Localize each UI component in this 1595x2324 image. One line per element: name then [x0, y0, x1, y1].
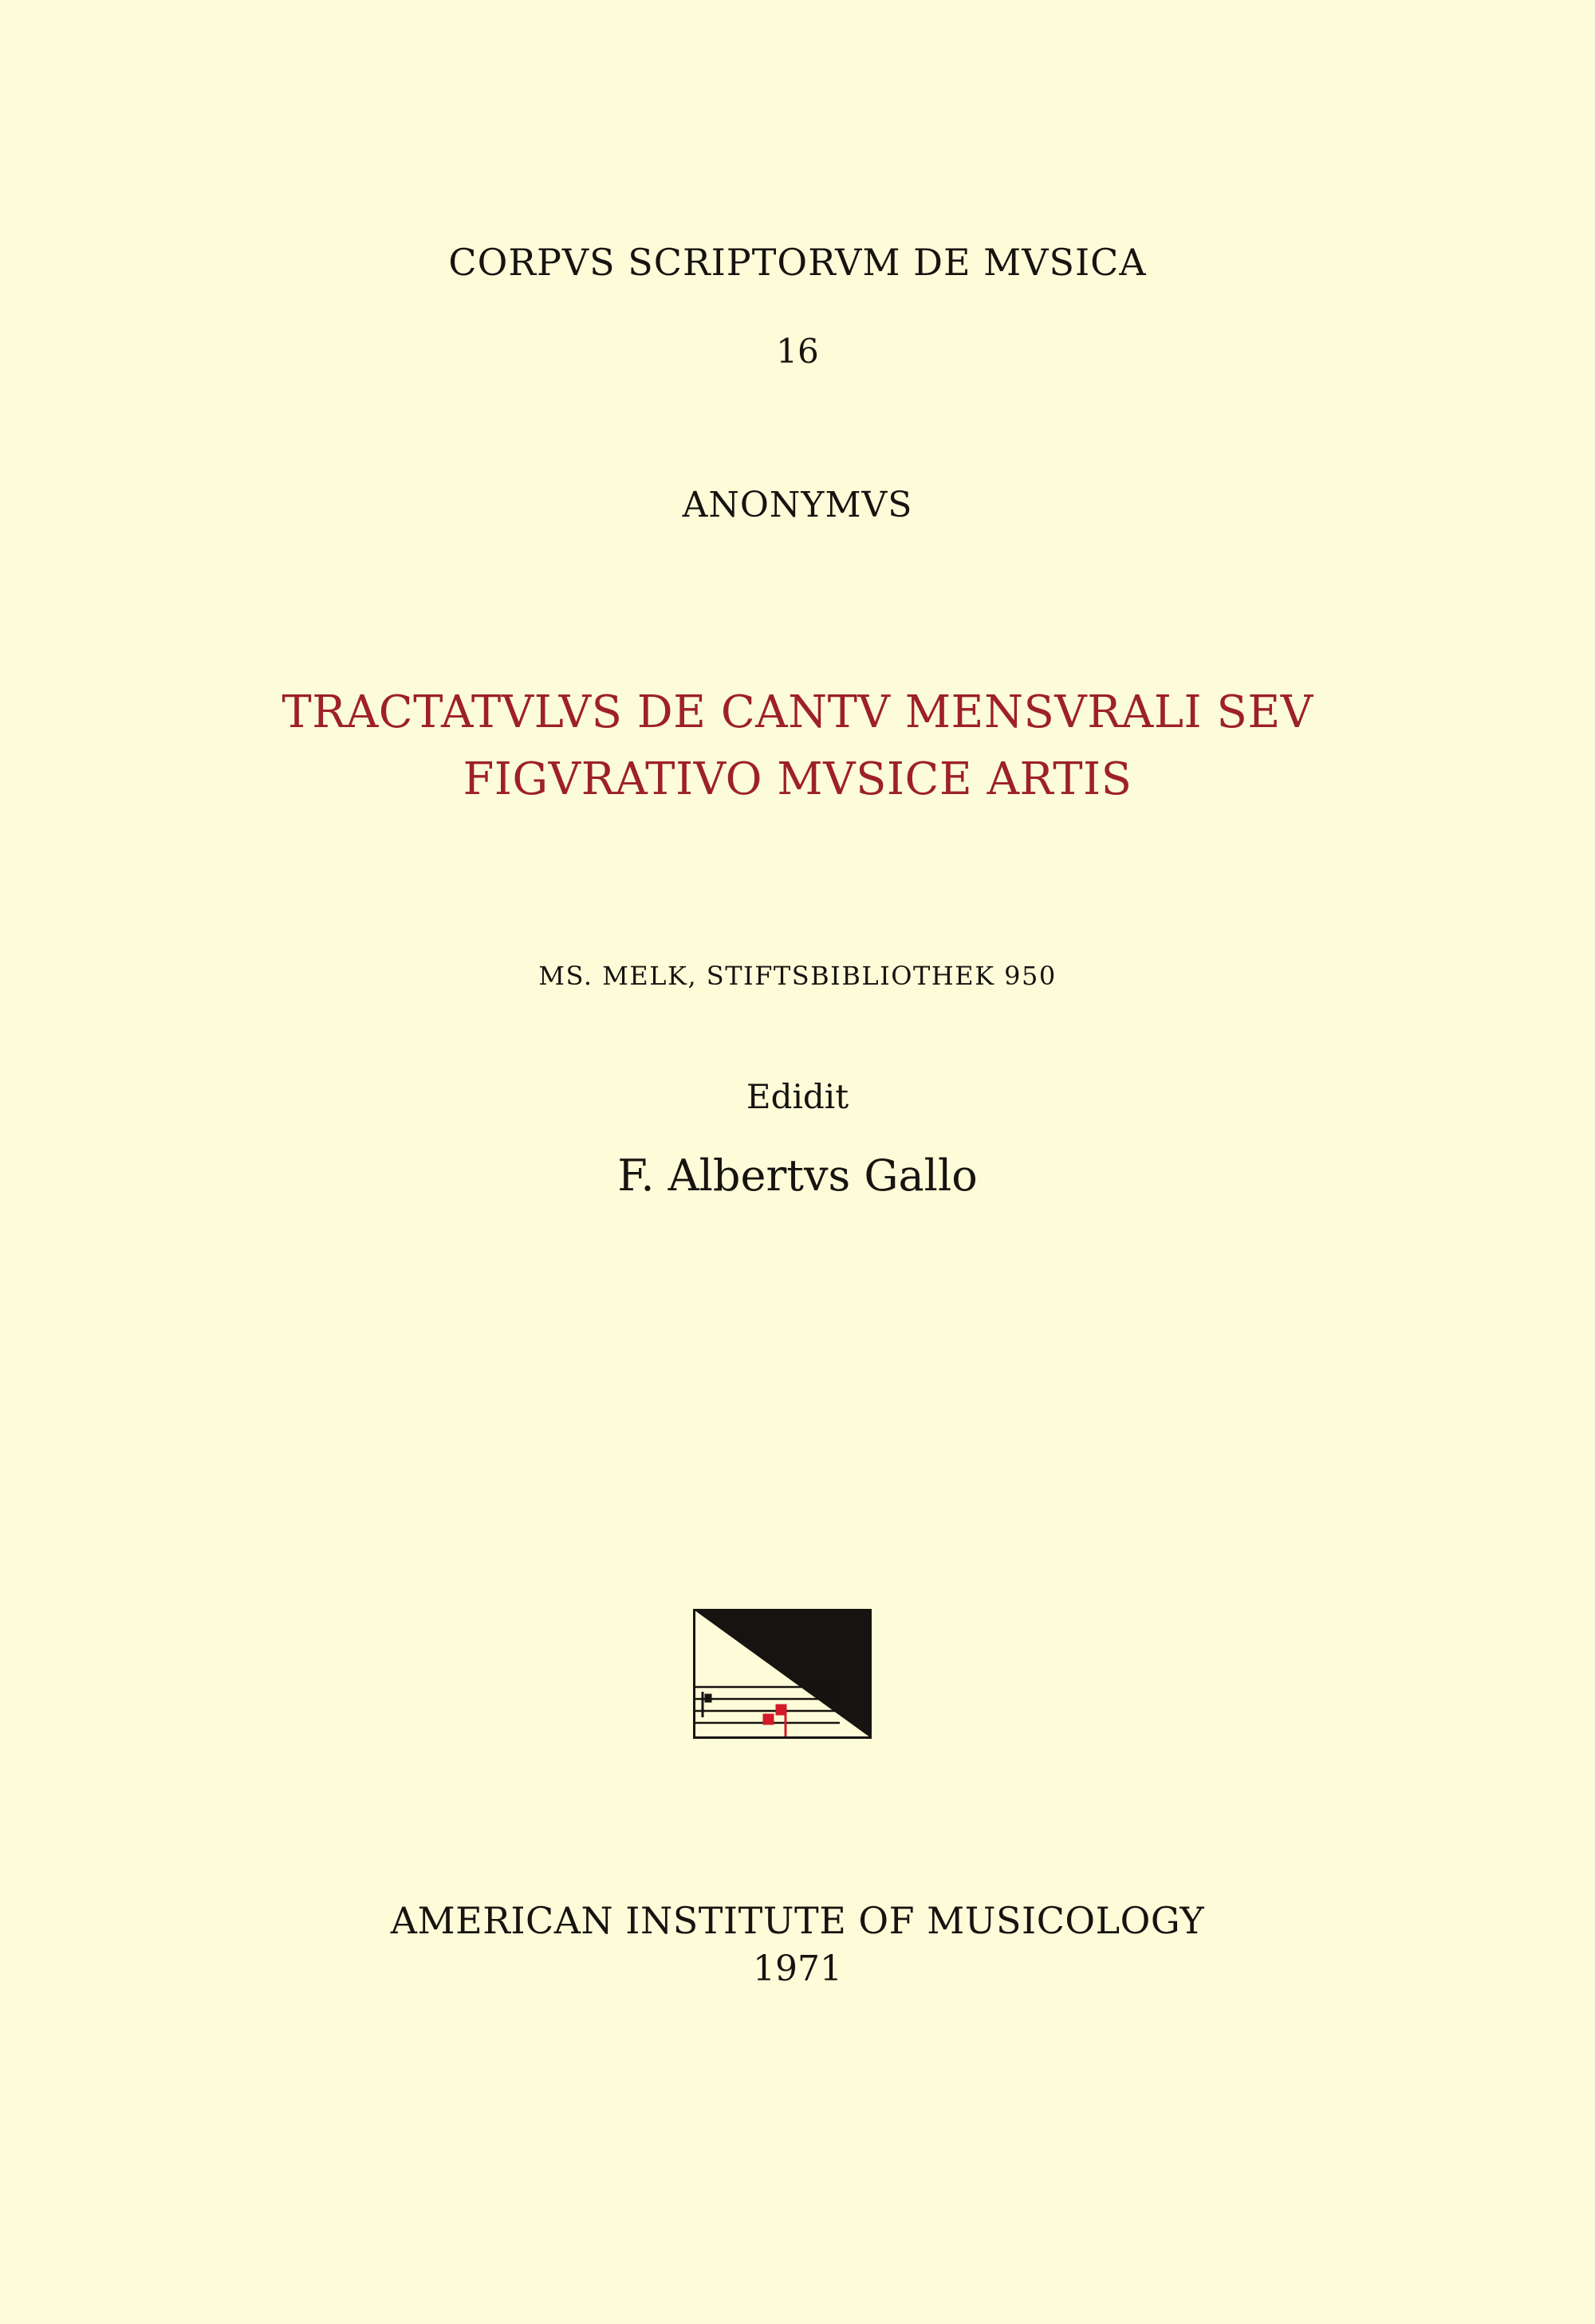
publication-year: 1971 [753, 1948, 842, 1989]
edited-by-label: Edidit [746, 1077, 849, 1116]
book-title-line-2: FIGVRATIVO MVSICE ARTIS [463, 753, 1132, 805]
aim-music-staff-logo-icon [693, 1609, 872, 1739]
series-title: CORPVS SCRIPTORVM DE MVSICA [448, 241, 1147, 284]
manuscript-source: MS. MELK, STIFTSBIBLIOTHEK 950 [538, 961, 1057, 991]
editor-name: F. Albertvs Gallo [617, 1150, 978, 1201]
book-title-line-1: TRACTATVLVS DE CANTV MENSVRALI SEV [282, 686, 1313, 738]
volume-number: 16 [776, 332, 819, 371]
author-name: ANONYMVS [682, 485, 913, 525]
publisher-name: AMERICAN INSTITUTE OF MUSICOLOGY [390, 1899, 1205, 1942]
